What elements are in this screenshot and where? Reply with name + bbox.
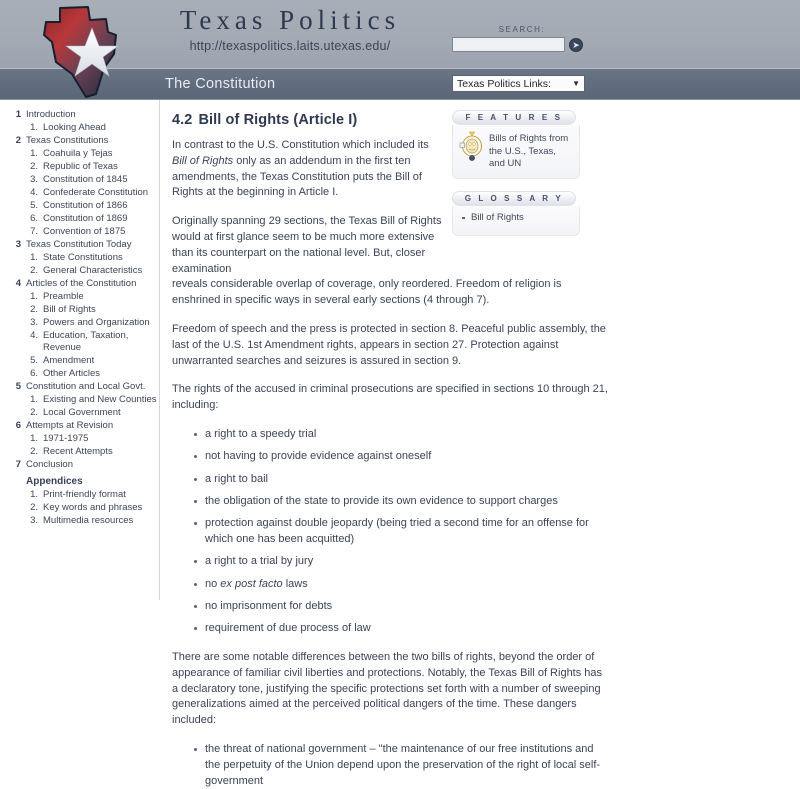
sidebar-item-number: 3. <box>30 317 38 328</box>
page-body <box>0 100 800 787</box>
sidebar-item-number: 7. <box>30 226 38 237</box>
sidebar-item-label: Republic of Texas <box>43 161 118 172</box>
glossary-panel <box>452 191 582 236</box>
paragraph-intro-emphasis: Bill of Rights <box>172 154 234 167</box>
sidebar-item-4-0[interactable] <box>8 394 159 406</box>
sidebar-item-2-0[interactable] <box>8 252 159 264</box>
sidebar-appendix-item-0[interactable] <box>8 489 159 501</box>
sidebar-item-1-6[interactable] <box>8 226 159 238</box>
paragraph-accused: The rights of the accused in criminal prosecutions are specified in sections 10 through 21, including: <box>172 383 608 412</box>
search-label: SEARCH: <box>498 25 546 34</box>
glossary-item[interactable]: Bill of Rights <box>459 212 573 224</box>
sidebar-item-number: 3. <box>30 174 38 185</box>
sidebar-item-label: Preamble <box>43 291 84 302</box>
sidebar-item-label: Confederate Constitution <box>43 187 149 198</box>
site-url: http://texaspolitics.laits.utexas.edu/ <box>189 38 391 53</box>
sidebar-appendices-number <box>8 476 21 488</box>
sidebar-item-5-0[interactable] <box>8 433 159 445</box>
sidebar-item-1-2[interactable] <box>8 174 159 186</box>
main-content <box>160 100 800 787</box>
sidebar-item-number: 1. <box>30 489 38 500</box>
sidebar-section-3[interactable] <box>8 278 159 290</box>
site-header <box>0 0 800 68</box>
sidebar-item-1-5[interactable] <box>8 213 159 225</box>
sidebar-item-number: 1. <box>30 148 38 159</box>
search-area <box>452 25 592 52</box>
rights-list-item: a right to bail <box>205 472 610 488</box>
sidebar-item-label: Looking Ahead <box>43 122 106 133</box>
sidebar-appendices-label: Appendices <box>26 476 83 487</box>
search-input[interactable] <box>452 37 565 52</box>
sidebar-section-number: 2 <box>15 135 21 146</box>
sidebar-item-4-1[interactable] <box>8 407 159 419</box>
sidebar-item-label: Bill of Rights <box>43 304 96 315</box>
sidebar-section-4[interactable] <box>8 381 159 393</box>
glossary-heading: G L O S S A R Y <box>452 191 576 206</box>
sidebar-section-2[interactable] <box>8 239 159 251</box>
sidebar-item-label: Coahuila y Tejas <box>43 148 113 159</box>
sidebar-item-number: 3. <box>30 515 38 526</box>
sidebar-item-number: 2. <box>30 407 38 418</box>
sidebar-item-label: Other Articles <box>43 368 101 379</box>
sidebar-item-number: 1. <box>30 394 38 405</box>
site-title: Texas Politics <box>179 5 401 35</box>
sidebar-item-label: Constitution of 1845 <box>43 174 128 185</box>
dangers-list-item: the threat of national government – "the maintenance of our free institutions and the perpetuity of the Union depend upon the preservation of the right of local self-government <box>205 742 610 789</box>
texas-politics-links-select[interactable] <box>452 75 585 92</box>
sidebar-item-label: Multimedia resources <box>43 515 134 526</box>
sidebar-item-label: Local Government <box>43 407 121 418</box>
sidebar-section-number: 6 <box>15 420 21 431</box>
sidebar-section-5[interactable] <box>8 420 159 432</box>
sidebar-item-number: 6. <box>30 213 38 224</box>
search-submit-button[interactable]: ➤ <box>569 38 583 52</box>
paragraph-sections-b: reveals considerable overlap of coverage, only reordered. Freedom of religion is enshrined in specific ways in several early sections (4 through 7). <box>172 278 562 307</box>
sidebar-section-number: 4 <box>15 278 21 289</box>
sidebar-item-number: 2. <box>30 265 38 276</box>
sidebar-section-6[interactable] <box>8 459 159 471</box>
features-panel <box>452 110 582 179</box>
sidebar-item-label: Powers and Organization <box>43 317 150 328</box>
sidebar-item-5-1[interactable] <box>8 446 159 458</box>
sidebar-item-1-4[interactable] <box>8 200 159 212</box>
sidebar-item-label: Amendment <box>43 355 95 366</box>
paragraph-sections-a: Originally spanning 29 sections, the Texas Bill of Rights would at first glance seem to be much more extensive than its counterpart on the national level. But, closer examination <box>172 215 442 275</box>
features-item-label: Bills of Rights from the U.S., Texas, and UN <box>489 133 569 169</box>
features-heading: F E A T U R E S <box>452 110 576 125</box>
texas-star-logo <box>30 2 138 102</box>
rights-list-item: the obligation of the state to provide its own evidence to support charges <box>205 494 610 510</box>
sidebar-item-number: 1. <box>30 252 38 263</box>
sidebar-section-number: 1 <box>15 109 21 120</box>
sidebar-item-label: Constitution of 1869 <box>43 213 128 224</box>
select-value: Texas Politics Links: <box>457 77 551 90</box>
section-heading-text: Bill of Rights (Article I) <box>198 112 358 128</box>
rights-list-item: protection against double jeopardy (being tried a second time for an offense for which one has been acquitted) <box>205 516 610 548</box>
sidebar-item-number: 1. <box>30 291 38 302</box>
paragraph-intro-b: only as an addendum in the first ten amendments, the Texas Constitution puts the Bill of Rights at the beginning in Article I. <box>172 154 422 199</box>
sidebar-section-label: Constitution and Local Govt. <box>26 381 146 392</box>
dangers-list <box>172 742 610 789</box>
sidebar-section-label: Conclusion <box>26 459 73 470</box>
sidebar-item-1-0[interactable] <box>8 148 159 160</box>
sidebar-item-1-1[interactable] <box>8 161 159 173</box>
sidebar-appendices <box>8 476 159 488</box>
section-number: 4.2 <box>172 112 193 128</box>
sidebar-item-3-3[interactable] <box>8 330 159 354</box>
sidebar-section-number: 3 <box>15 239 21 250</box>
sidebar-section-label: Articles of the Constitution <box>26 278 137 289</box>
rights-list-item: requirement of due process of law <box>205 621 610 637</box>
sidebar-item-3-1[interactable] <box>8 304 159 316</box>
rights-list-item: a right to a speedy trial <box>205 427 610 443</box>
sidebar-item-label: General Characteristics <box>43 265 143 276</box>
rights-list-item: no imprisonment for debts <box>205 599 610 615</box>
sidebar-item-label: Education, Taxation, Revenue <box>43 330 129 353</box>
sidebar-item-number: 5. <box>30 355 38 366</box>
sidebar-appendix-item-2[interactable] <box>8 515 159 527</box>
sidebar-item-3-2[interactable] <box>8 317 159 329</box>
sidebar-item-3-0[interactable] <box>8 291 159 303</box>
sidebar-section-0[interactable] <box>8 109 159 121</box>
sidebar-item-number: 2. <box>30 502 38 513</box>
side-panels <box>452 110 582 248</box>
sidebar-item-label: 1971-1975 <box>43 433 89 444</box>
sidebar-item-number: 4. <box>30 330 38 341</box>
sidebar-item-3-4[interactable] <box>8 355 159 367</box>
sidebar-section-label: Attempts at Revision <box>26 420 114 431</box>
features-item[interactable] <box>459 131 573 171</box>
multimedia-feature-icon <box>459 131 485 161</box>
sidebar-item-number: 5. <box>30 200 38 211</box>
sidebar-section-label: Texas Constitution Today <box>26 239 132 250</box>
paragraph-intro <box>172 138 444 201</box>
sidebar-item-2-1[interactable] <box>8 265 159 277</box>
page-title: The Constitution <box>165 76 276 92</box>
sidebar-item-number: 1. <box>30 433 38 444</box>
sidebar-item-number: 1. <box>30 122 38 133</box>
sidebar-section-label: Introduction <box>26 109 76 120</box>
sidebar-item-number: 6. <box>30 368 38 379</box>
sidebar-appendix-item-1[interactable] <box>8 502 159 514</box>
sidebar-item-number: 2. <box>30 446 38 457</box>
sidebar-item-label: Constitution of 1866 <box>43 200 128 211</box>
sidebar-item-3-5[interactable] <box>8 368 159 380</box>
rights-list-item: no ex post facto laws <box>205 577 610 593</box>
paragraph-speech: Freedom of speech and the press is protected in section 8. Peaceful public assembly, the last of the U.S. 1st Amendment rights, appears in section 27. Protection against unwarranted searches and seizures is assured in section 9. <box>172 322 606 367</box>
sidebar-item-label: Recent Attempts <box>43 446 113 457</box>
paragraph-differences: There are some notable differences between the two bills of rights, beyond the order of appearance of familiar civil liberties and protections. Notably, the Texas Bill of Rights has a declaratory tone, justifying the specific protections set forth with a number of sweeping generalizations aimed at the perceived political dangers of the time. These dangers included: <box>172 650 603 727</box>
sidebar-item-1-3[interactable] <box>8 187 159 199</box>
sidebar-item-label: Key words and phrases <box>43 502 143 513</box>
sidebar-item-label: State Constitutions <box>43 252 123 263</box>
sidebar-section-number: 7 <box>15 459 21 470</box>
sidebar-toc <box>0 100 160 600</box>
chevron-down-icon: ▼ <box>572 79 580 88</box>
rights-list-item: not having to provide evidence against oneself <box>205 449 610 465</box>
sidebar-item-label: Convention of 1875 <box>43 226 126 237</box>
sidebar-item-label: Print-friendly format <box>43 489 126 500</box>
sidebar-item-0-0[interactable] <box>8 122 159 134</box>
sidebar-section-label: Texas Constitutions <box>26 135 109 146</box>
sidebar-section-number: 5 <box>15 381 21 392</box>
sidebar-item-number: 2. <box>30 304 38 315</box>
sidebar-item-number: 4. <box>30 187 38 198</box>
sidebar-item-number: 2. <box>30 161 38 172</box>
sidebar-section-1[interactable] <box>8 135 159 147</box>
rights-list <box>172 427 610 637</box>
sidebar-item-label: Existing and New Counties <box>43 394 157 405</box>
paragraph-intro-a: In contrast to the U.S. Constitution which included its <box>172 139 429 151</box>
rights-list-item: a right to a trial by jury <box>205 554 610 570</box>
brand-block <box>140 6 440 53</box>
